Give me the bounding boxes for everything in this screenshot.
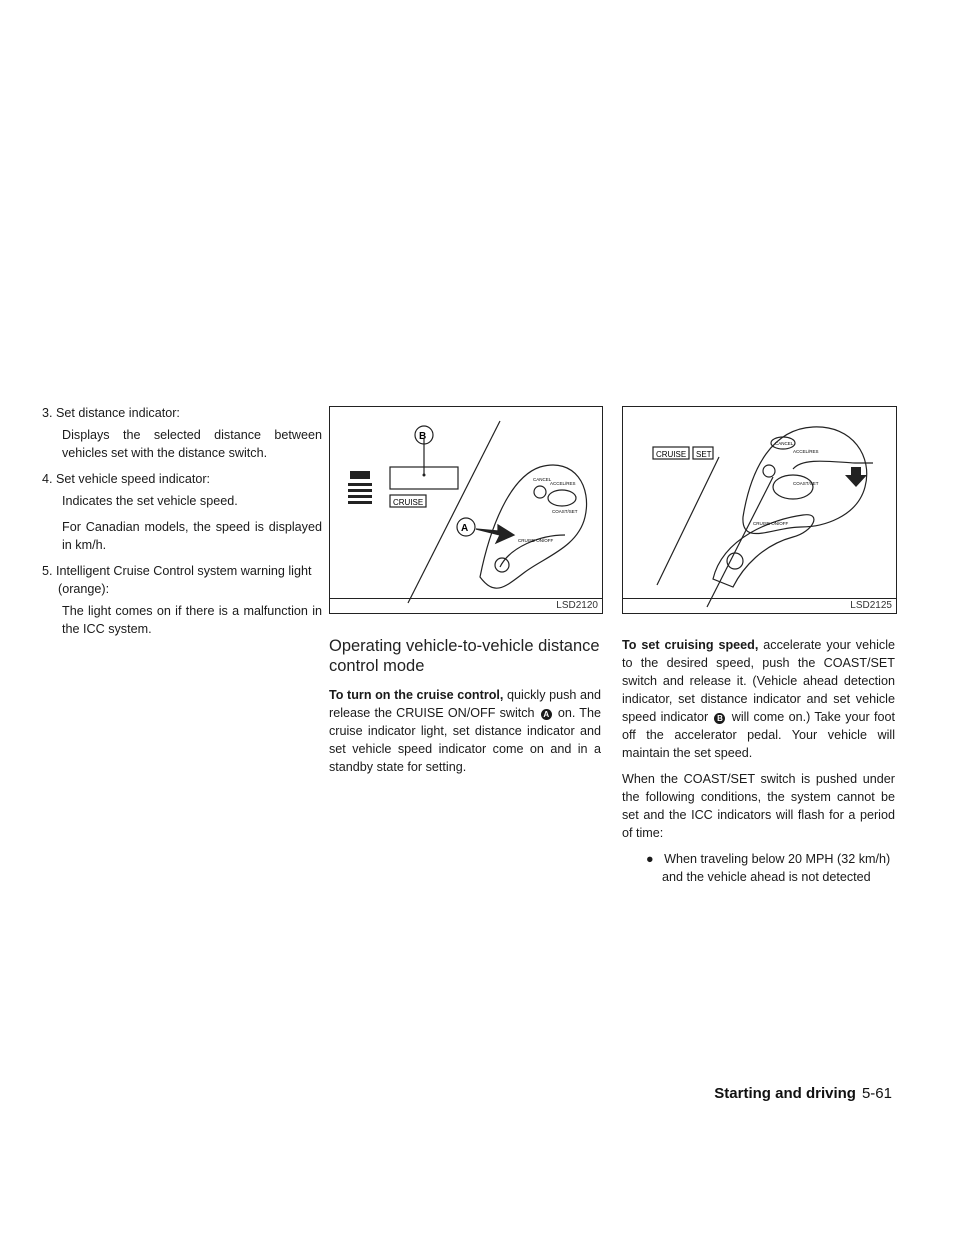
figure-1-code: LSD2120	[556, 600, 598, 611]
fig1-label-b: B	[419, 431, 427, 442]
figure-1-rule	[330, 598, 602, 599]
fig2-cruise-onoff-text: CRUISE ON/OFF	[753, 521, 789, 526]
fig1-accel-res-text: ACCEL/RES	[550, 481, 576, 486]
coast-set-conditions-paragraph: When the COAST/SET switch is pushed under the following conditions, the system cannot be set and the ICC indicators will flash for a period of time:	[622, 772, 895, 840]
cruise-on-text-1: quickly push and release the CRUISE ON/OFF switch	[329, 688, 601, 720]
figure-cruise-switch-on	[329, 406, 603, 614]
footer-page-number: 5-61	[861, 1085, 892, 1102]
figure-2-code: LSD2125	[850, 600, 892, 611]
fig1-cruise-text: CRUISE	[393, 498, 424, 507]
item-4-text-2: For Canadian models, the speed is displayed in km/h.	[62, 520, 322, 552]
fig1-cruise-onoff-text: CRUISE ON/OFF	[518, 538, 554, 543]
set-speed-text-1: accelerate your vehicle to the desired speed, push the COAST/SET switch and release it. (Vehicle ahead detection indicator, set distance indicator and set vehicle speed indicator	[622, 638, 895, 724]
figure-cruise-set	[622, 406, 897, 614]
set-speed-lead: To set cruising speed,	[622, 638, 759, 652]
section-heading: Operating vehicle-to-vehicle distance control mode	[329, 637, 600, 675]
figure-2-rule	[623, 598, 896, 599]
fig2-cruise-text: CRUISE	[656, 450, 687, 459]
fig2-coast-set-text: COAST/SET	[793, 481, 819, 486]
marker-a-icon: A	[541, 709, 552, 720]
item-4-label: 4. Set vehicle speed indicator:	[42, 472, 211, 486]
figure-2-illustration	[623, 407, 896, 613]
item-3-label: 3. Set distance indicator:	[42, 406, 180, 420]
bullet-item	[622, 850, 895, 886]
item-4-text-1: Indicates the set vehicle speed.	[62, 494, 238, 508]
item-5-text: The light comes on if there is a malfunction in the ICC system.	[62, 604, 322, 636]
fig2-set-text: SET	[696, 450, 712, 459]
cruise-on-text-2: on. The cruise indicator light, set distance indicator and set vehicle speed indicator come on and in a standby state for setting.	[329, 706, 602, 774]
fig2-accel-res-text: ACCEL/RES	[793, 449, 819, 454]
set-speed-text-2: will come on.) Take your foot off the accelerator pedal. Your vehicle will maintain the set speed.	[622, 710, 895, 760]
marker-b-icon: B	[714, 713, 725, 724]
right-column	[622, 636, 895, 894]
fig2-cancel-text: CANCEL	[775, 441, 794, 446]
figure-1-illustration	[330, 407, 602, 613]
fig1-coast-set-text: COAST/SET	[552, 509, 578, 514]
fig1-cancel-text: CANCEL	[533, 477, 552, 482]
item-5-label: 5. Intelligent Cruise Control system warning light (orange):	[42, 564, 312, 596]
fig1-label-a: A	[461, 523, 469, 534]
middle-column	[329, 636, 601, 784]
footer-section-title: Starting and driving	[714, 1085, 856, 1102]
left-column	[36, 404, 322, 646]
item-3-text: Displays the selected distance between vehicles set with the distance switch.	[62, 428, 322, 460]
page-footer	[714, 1085, 892, 1102]
cruise-on-paragraph	[329, 686, 601, 776]
cruise-on-lead: To turn on the cruise control,	[329, 688, 504, 702]
set-speed-paragraph	[622, 636, 895, 762]
bullet-text: When traveling below 20 MPH (32 km/h) and the vehicle ahead is not detected	[662, 852, 891, 884]
bullet-icon: ●	[646, 852, 654, 866]
